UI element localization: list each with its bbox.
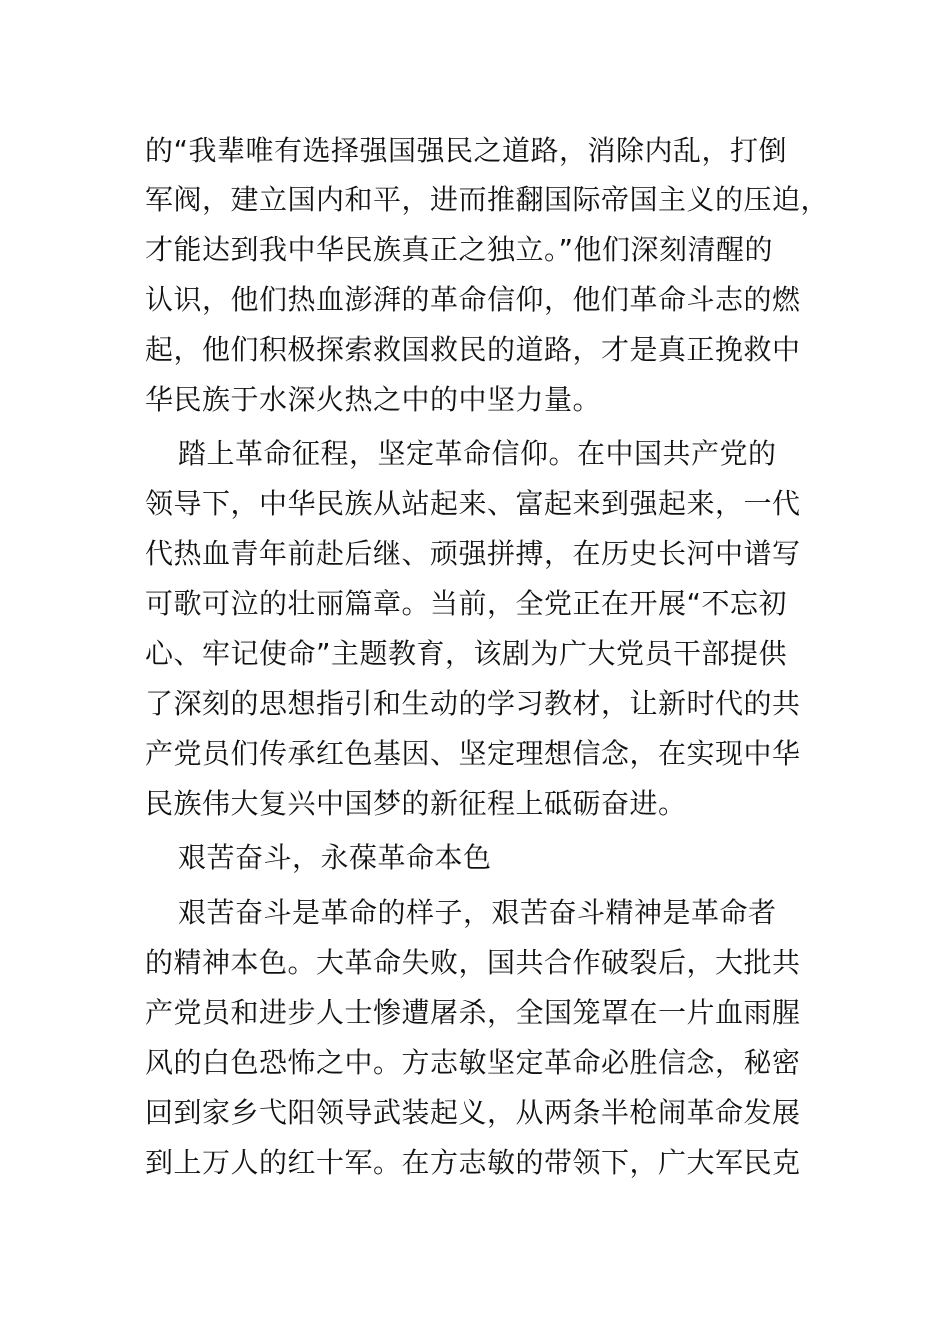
text-line: 军阀，建立国内和平，进而推翻国际帝国主义的压迫， <box>145 183 830 216</box>
text-line: 认识，他们热血澎湃的革命信仰，他们革命斗志的燃 <box>145 283 801 316</box>
text-line: 才能达到我中华民族真正之独立。”他们深刻清醒的 <box>145 233 774 266</box>
text-line: 的“我辈唯有选择强国强民之道路，消除内乱，打倒 <box>145 134 788 167</box>
paragraph-first-line: 艰苦奋斗是革命的样子，艰苦奋斗精神是革命者 <box>178 896 777 929</box>
text-line: 的精神本色。大革命失败，国共合作破裂后，大批共 <box>145 946 801 979</box>
text-line: 产党员和进步人士惨遭屠杀，全国笼罩在一片血雨腥 <box>145 996 801 1029</box>
text-line: 可歌可泣的壮丽篇章。当前，全党正在开展“不忘初 <box>145 587 788 620</box>
text-line: 代热血青年前赴后继、顽强拼搏，在历史长河中谱写 <box>145 537 801 570</box>
text-line: 心、牢记使命”主题教育，该剧为广大党员干部提供 <box>145 637 788 670</box>
text-line: 风的白色恐怖之中。方志敏坚定革命必胜信念，秘密 <box>145 1046 801 1079</box>
section-heading: 艰苦奋斗，永葆革命本色 <box>178 841 492 874</box>
text-line: 领导下，中华民族从站起来、富起来到强起来，一代 <box>145 487 801 520</box>
text-line: 产党员们传承红色基因、坚定理想信念，在实现中华 <box>145 737 801 770</box>
paragraph-first-line: 踏上革命征程，坚定革命信仰。在中国共产党的 <box>178 437 777 470</box>
text-line: 了深刻的思想指引和生动的学习教材，让新时代的共 <box>145 687 801 720</box>
text-line: 起，他们积极探索救国救民的道路，才是真正挽救中 <box>145 333 801 366</box>
text-line: 到上万人的红十军。在方志敏的带领下，广大军民克 <box>145 1146 801 1179</box>
text-line: 回到家乡弋阳领导武装起义，从两条半枪闹革命发展 <box>145 1096 801 1129</box>
text-line: 华民族于水深火热之中的中坚力量。 <box>145 383 602 416</box>
text-line: 民族伟大复兴中国梦的新征程上砥砺奋进。 <box>145 787 687 820</box>
